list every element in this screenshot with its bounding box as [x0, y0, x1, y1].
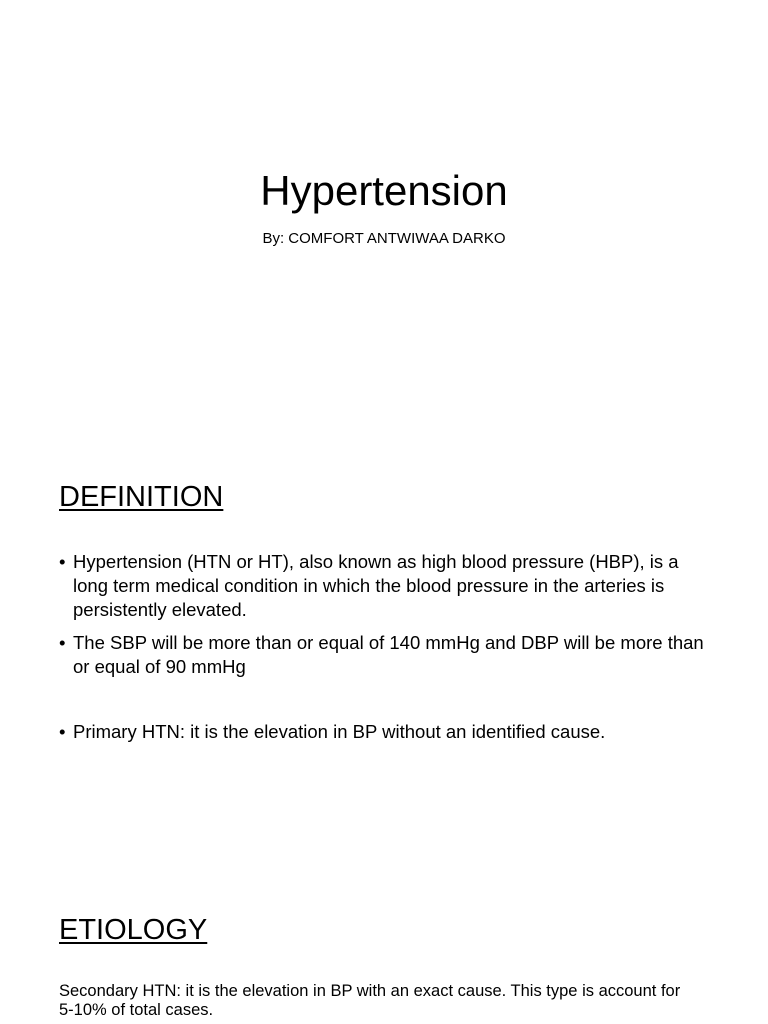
author-subtitle: By: COMFORT ANTWIWAA DARKO	[262, 230, 506, 247]
definition-bullet-list-2	[59, 631, 709, 679]
etiology-paragraph: Secondary HTN: it is the elevation in BP with an exact cause. This type is account for 5-10% of total cases.	[59, 982, 681, 1019]
bullet-text: The SBP will be more than or equal of 140 mmHg and DBP will be more than or equal of 90 mmHg	[73, 632, 704, 677]
bullet-text: Primary HTN: it is the elevation in BP without an identified cause.	[73, 721, 606, 742]
bullet-icon: •	[59, 551, 66, 572]
list-item	[59, 720, 709, 744]
definition-bullet-list-3	[59, 720, 709, 744]
definition-bullet-list-1	[59, 550, 709, 622]
etiology-heading: ETIOLOGY	[59, 914, 208, 946]
slide-title: Hypertension	[260, 167, 508, 214]
definition-heading: DEFINITION	[59, 481, 224, 513]
bullet-icon: •	[59, 721, 66, 742]
bullet-icon: •	[59, 632, 66, 653]
list-item	[59, 631, 709, 679]
bullet-text: Hypertension (HTN or HT), also known as high blood pressure (HBP), is a long term medical condition in which the blood pressure in the arteries is persistently elevated.	[73, 551, 679, 620]
list-item	[59, 550, 709, 622]
